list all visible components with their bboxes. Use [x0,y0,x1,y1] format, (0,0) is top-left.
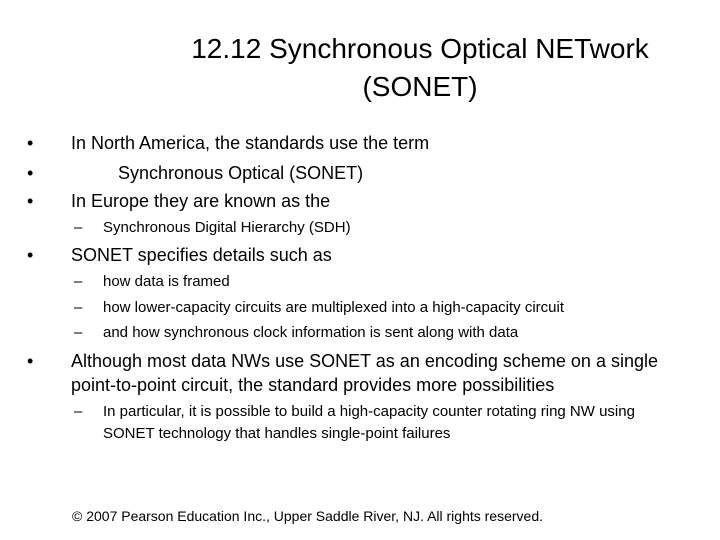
bullet-text: SONET specifies details such as [71,245,332,265]
sub-bullet-item [74,401,663,445]
sub-bullet-item [74,322,519,344]
bullet-text: In North America, the standards use the term [71,133,430,153]
slide-title-line2: (SONET) [362,71,478,102]
bullet-item [27,243,332,267]
bullet-icon: • [27,163,34,183]
dash-icon: – [74,273,83,290]
sub-bullet-item [74,271,230,293]
bullet-text: Although most data NWs use SONET as an encoding scheme on a single point-to-point circuit, the standard provides more possibilities [71,351,658,395]
sub-bullet-text: Synchronous Digital Hierarchy (SDH) [103,219,351,236]
sub-bullet-item [74,217,351,239]
sub-bullet-text: In particular, it is possible to build a high-capacity counter rotating ring NW using SONET technology that handles single-point failures [103,403,635,442]
copyright-footer: © 2007 Pearson Education Inc., Upper Saddle River, NJ. All rights reserved. [72,508,544,524]
sub-bullet-item [74,297,565,319]
bullet-item [27,349,671,397]
bullet-icon: • [27,245,34,265]
dash-icon: – [74,324,83,341]
bullet-item [27,161,364,185]
sub-bullet-text: how data is framed [103,273,230,290]
bullet-icon: • [27,133,34,153]
bullet-item [27,131,430,155]
sub-bullet-text: how lower-capacity circuits are multiplexed into a high-capacity circuit [103,299,565,316]
dash-icon: – [74,299,83,316]
dash-icon: – [74,219,83,236]
slide-title-line1: 12.12 Synchronous Optical NETwork [191,33,649,64]
bullet-text: In Europe they are known as the [71,191,331,211]
bullet-icon: • [27,191,34,211]
dash-icon: – [74,403,83,420]
slide-title [60,30,720,106]
bullet-icon: • [27,351,34,371]
bullet-text: Synchronous Optical (SONET) [118,163,364,183]
bullet-item [27,189,331,213]
sub-bullet-text: and how synchronous clock information is sent along with data [103,324,519,341]
